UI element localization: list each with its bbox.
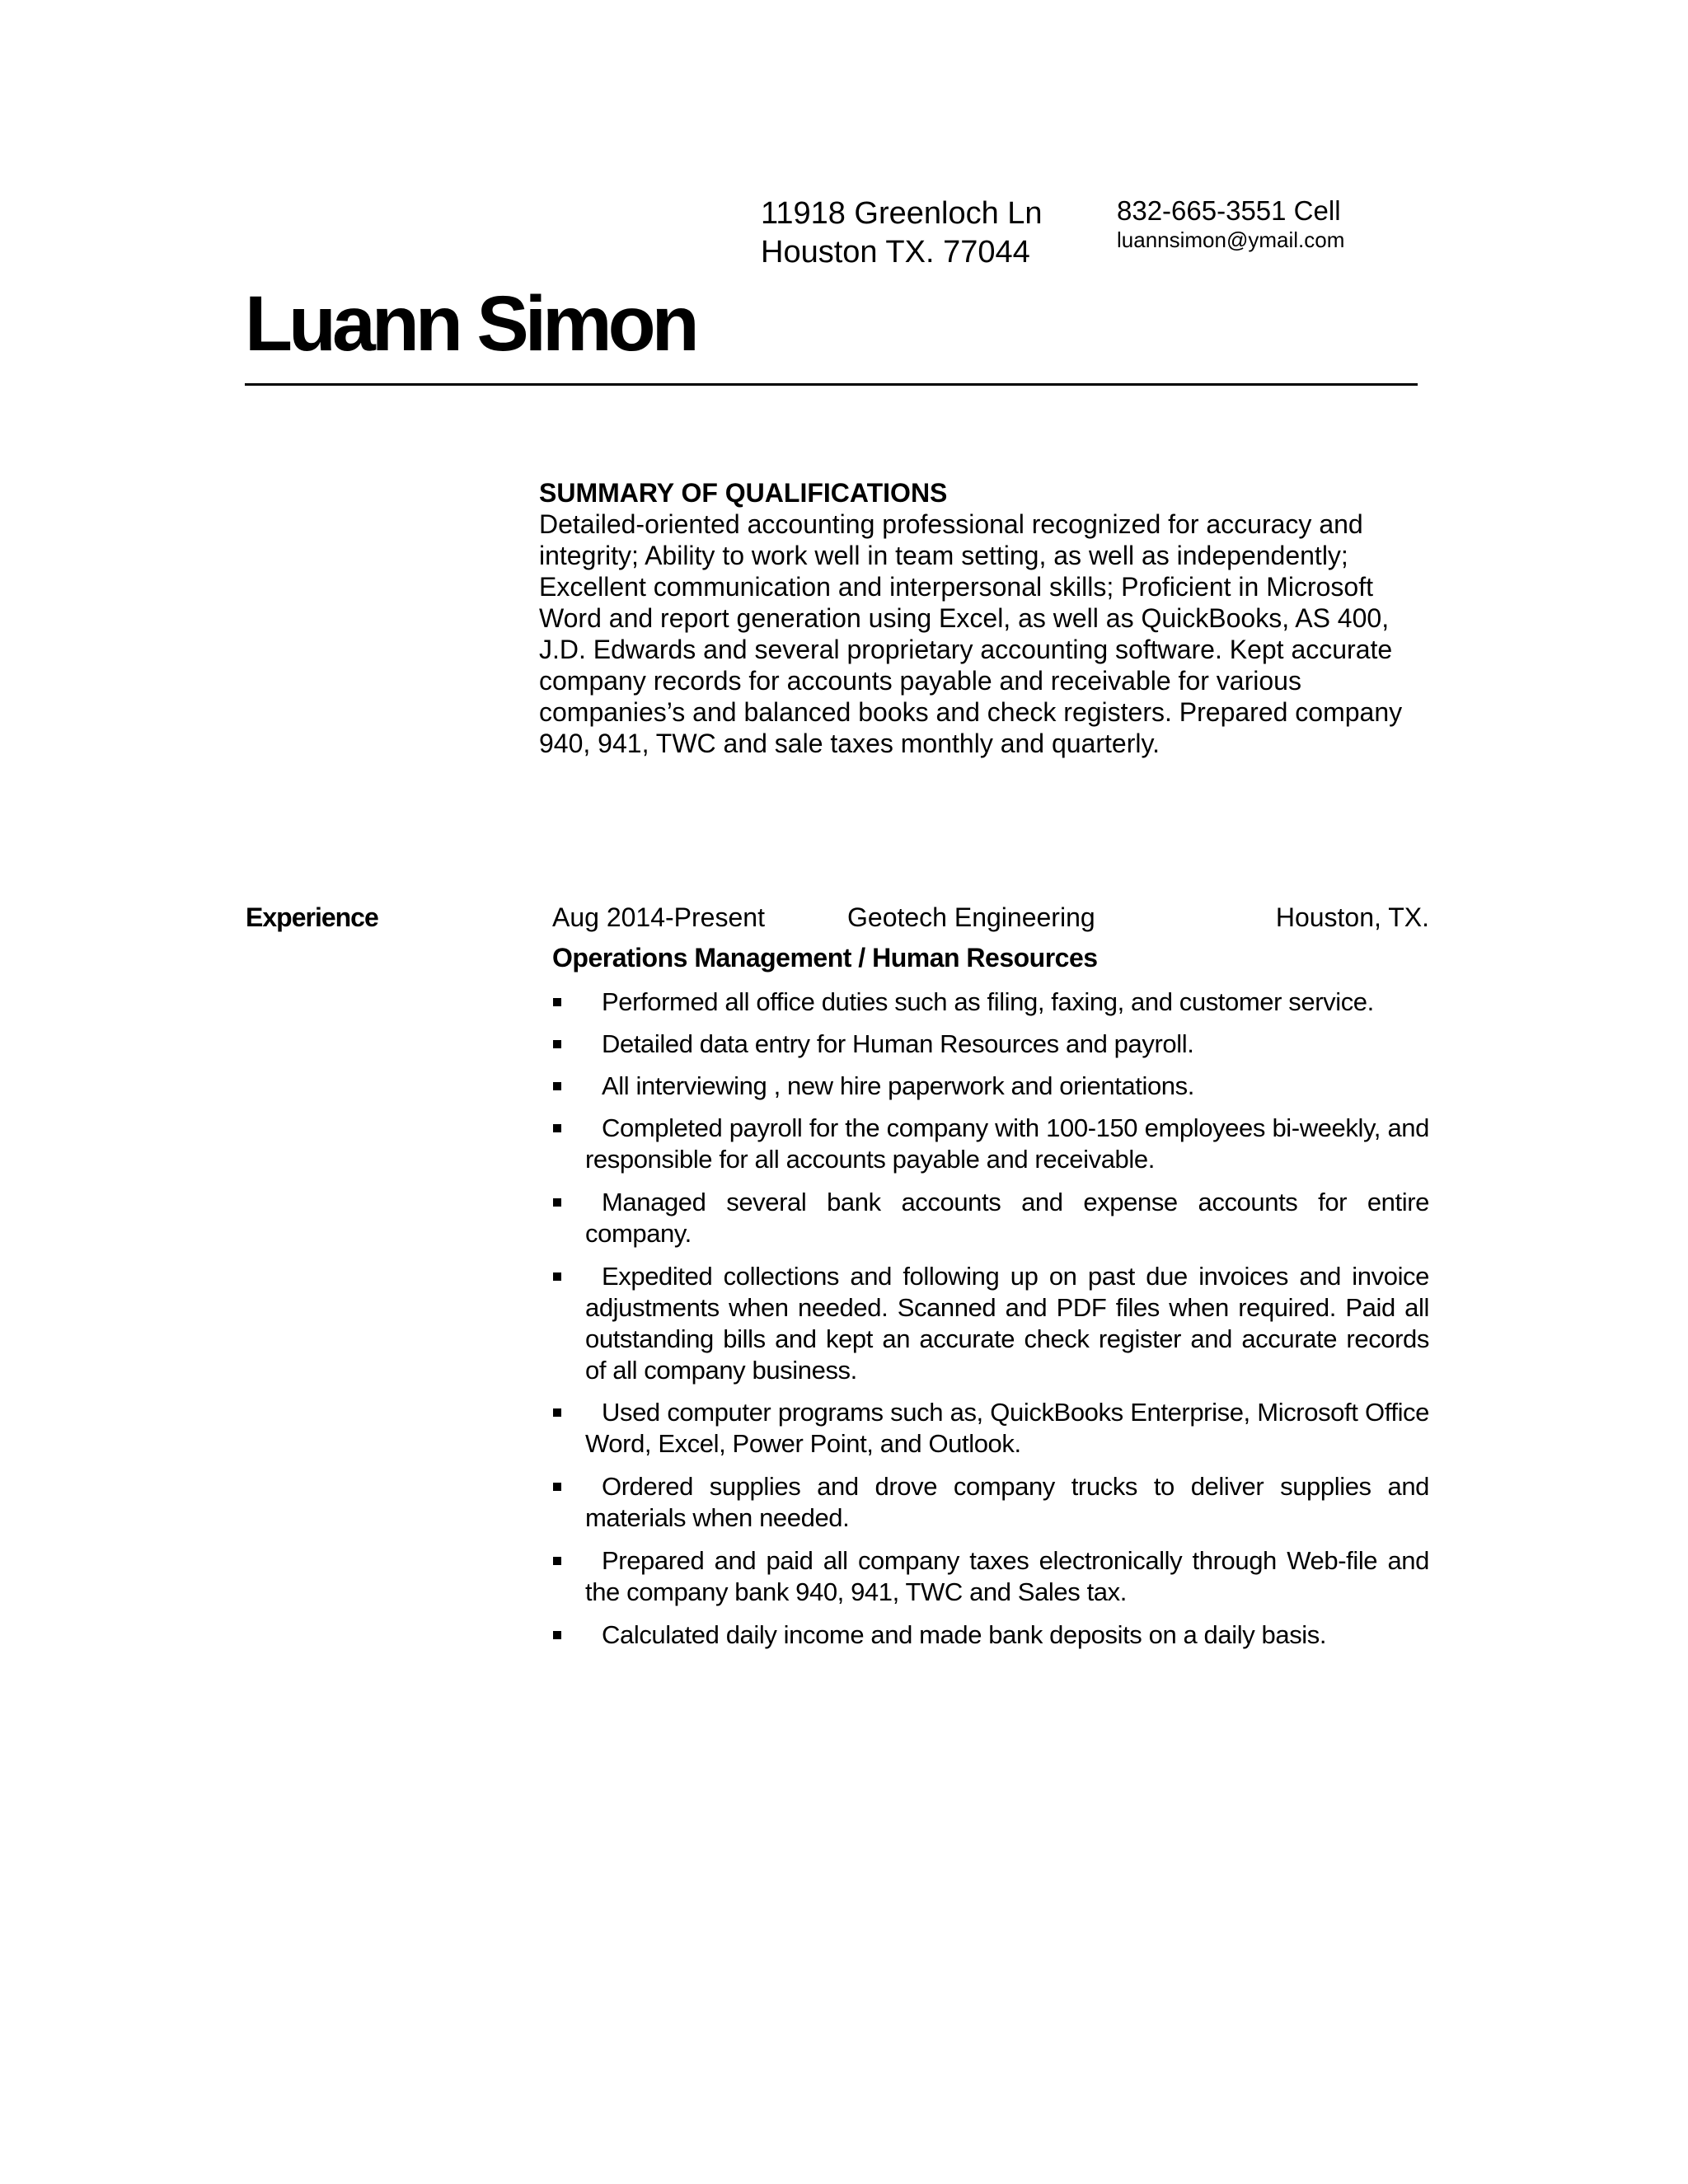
bullet-square-icon bbox=[553, 1272, 561, 1281]
duty-text: Expedited collections and following up on past due invoices and invoice adjustments when needed. Scanned and PDF files when required. Paid all outstanding bills and kept an accurate check register and accurate records of all company business. bbox=[585, 1262, 1429, 1385]
summary-section bbox=[539, 477, 1421, 759]
job-header bbox=[552, 901, 1429, 934]
duty-item bbox=[585, 1071, 1429, 1102]
duty-text: Performed all office duties such as filing, faxing, and customer service. bbox=[602, 987, 1374, 1016]
bullet-square-icon bbox=[553, 1124, 561, 1132]
phone-number: 832-665-3551 Cell bbox=[1117, 195, 1341, 226]
duty-item bbox=[585, 1187, 1429, 1249]
bullet-square-icon bbox=[553, 1040, 561, 1048]
experience-label: Experience bbox=[246, 902, 378, 932]
duty-text: Detailed data entry for Human Resources and payroll. bbox=[602, 1029, 1194, 1058]
duty-item bbox=[585, 1397, 1429, 1460]
job-company: Geotech Engineering bbox=[847, 902, 1095, 932]
bullet-square-icon bbox=[553, 1082, 561, 1090]
bullet-square-icon bbox=[553, 1408, 561, 1417]
address-line-1: 11918 Greenloch Ln bbox=[761, 196, 1043, 231]
bullet-square-icon bbox=[553, 1557, 561, 1565]
address-line-2: Houston TX. 77044 bbox=[761, 235, 1030, 269]
duty-item bbox=[585, 1029, 1429, 1060]
duty-text: Ordered supplies and drove company trucks to deliver supplies and materials when needed. bbox=[585, 1472, 1429, 1532]
job-dates: Aug 2014-Present bbox=[552, 902, 765, 932]
address-block bbox=[761, 194, 1043, 272]
duty-item bbox=[585, 1619, 1429, 1651]
duty-item bbox=[585, 1545, 1429, 1608]
duty-text: All interviewing , new hire paperwork and orientations. bbox=[602, 1071, 1194, 1100]
duty-text: Managed several bank accounts and expense accounts for entire company. bbox=[585, 1188, 1429, 1248]
duty-text: Used computer programs such as, QuickBooks Enterprise, Microsoft Office Word, Excel, Power Point, and Outlook. bbox=[585, 1398, 1429, 1458]
duty-text: Calculated daily income and made bank deposits on a daily basis. bbox=[602, 1620, 1327, 1649]
job-location: Houston, TX. bbox=[1275, 902, 1429, 932]
summary-text: Detailed-oriented accounting professional recognized for accuracy and integrity; Ability to work well in team setting, as well as independently; Excellent communication and interpersonal skills; Proficient in Microsoft Word and report generation using Excel, as well as QuickBooks, AS 400, J.D. Edwards and several proprietary accounting software. Kept accurate company records for accounts payable and receivable for various companies’s and balanced books and check registers. Prepared company 940, 941, TWC and sale taxes monthly and quarterly. bbox=[539, 509, 1403, 758]
bullet-square-icon bbox=[553, 998, 561, 1006]
bullet-square-icon bbox=[553, 1198, 561, 1207]
duty-item bbox=[585, 1113, 1429, 1175]
applicant-name: Luann Simon bbox=[245, 280, 696, 368]
job-title: Operations Management / Human Resources bbox=[552, 943, 1098, 972]
duty-item bbox=[585, 1261, 1429, 1386]
duty-text: Completed payroll for the company with 100-150 employees bi-weekly, and responsible for all accounts payable and receivable. bbox=[585, 1113, 1429, 1174]
contact-block bbox=[1117, 194, 1344, 252]
duty-item bbox=[585, 987, 1429, 1018]
duty-text: Prepared and paid all company taxes electronically through Web-file and the company bank 940, 941, TWC and Sales tax. bbox=[585, 1546, 1429, 1606]
header-divider bbox=[245, 383, 1418, 386]
bullet-square-icon bbox=[553, 1483, 561, 1491]
duty-item bbox=[585, 1471, 1429, 1534]
summary-title: SUMMARY OF QUALIFICATIONS bbox=[539, 478, 948, 508]
bullet-square-icon bbox=[553, 1631, 561, 1639]
email-address: luannsimon@ymail.com bbox=[1117, 227, 1345, 252]
